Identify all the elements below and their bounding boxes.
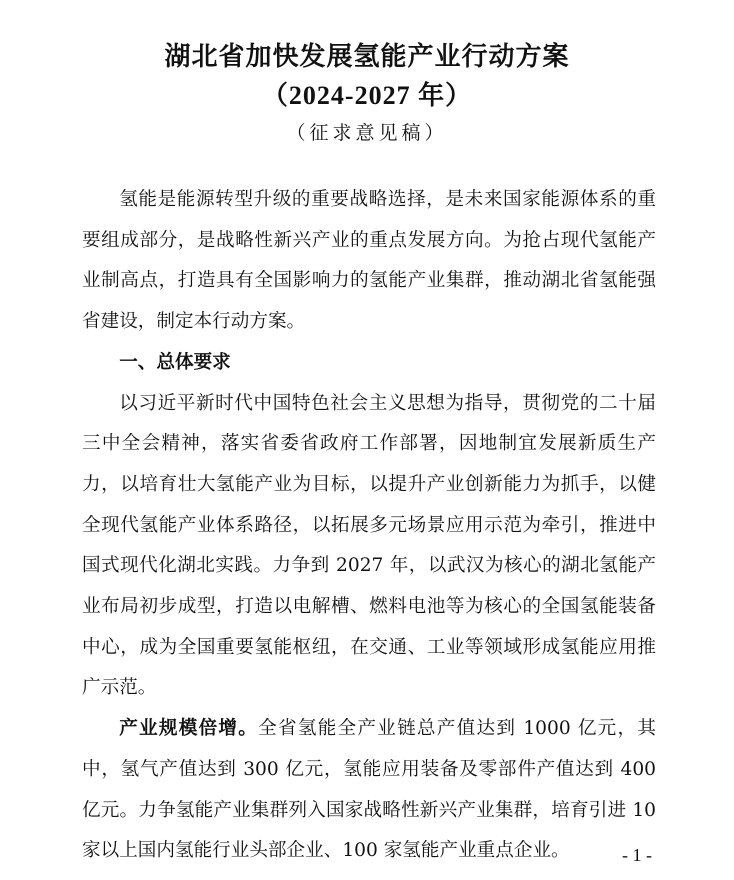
document-body [82,180,656,872]
document-title: 湖北省加快发展氢能产业行动方案 [164,42,570,72]
scale-text: 全省氢能全产业链总产值达到 1000 亿元，其中，氢气产值达到 300 亿元，氢能应用装备及零部件产值达到 400 亿元。力争氢能产业集群列入国家战略性新兴产业集群，培育引进 10 家以上国内氢能行业头部企业、100 家氢能产业重点企业。 [82,718,656,862]
section-paragraph: 以习近平新时代中国特色社会主义思想为指导，贯彻党的二十届三中全会精神，落实省委省政府工作部署，因地制宜发展新质生产力，以培育壮大氢能产业为目标，以提升产业创新能力为抓手，以健全现代氢能产业体系路径，以拓展多元场景应用示范为牵引，推进中国式现代化湖北实践。力争到 2027 年，以武汉为核心的湖北氢能产业布局初步成型，打造以电解槽、燃料电池等为核心的全国氢能装备中心，成为全国重要氢能枢纽，在交通、工业等领域形成氢能应用推广示范。 [82,392,656,699]
document-title-years: （2024-2027 年） [261,81,473,110]
page-number: - 1 - [622,845,652,865]
intro-paragraph: 氢能是能源转型升级的重要战略选择，是未来国家能源体系的重要组成部分，是战略性新兴产业的重点发展方向。为抢占现代氢能产业制高点，打造具有全国影响力的氢能产业集群，推动湖北省氢能强省建设，制定本行动方案。 [82,189,656,333]
document-subtitle: （征求意见稿） [286,122,448,144]
scale-lead: 产业规模倍增。 [119,718,259,740]
section-heading: 一、总体要求 [119,351,231,373]
scale-paragraph [82,709,656,872]
